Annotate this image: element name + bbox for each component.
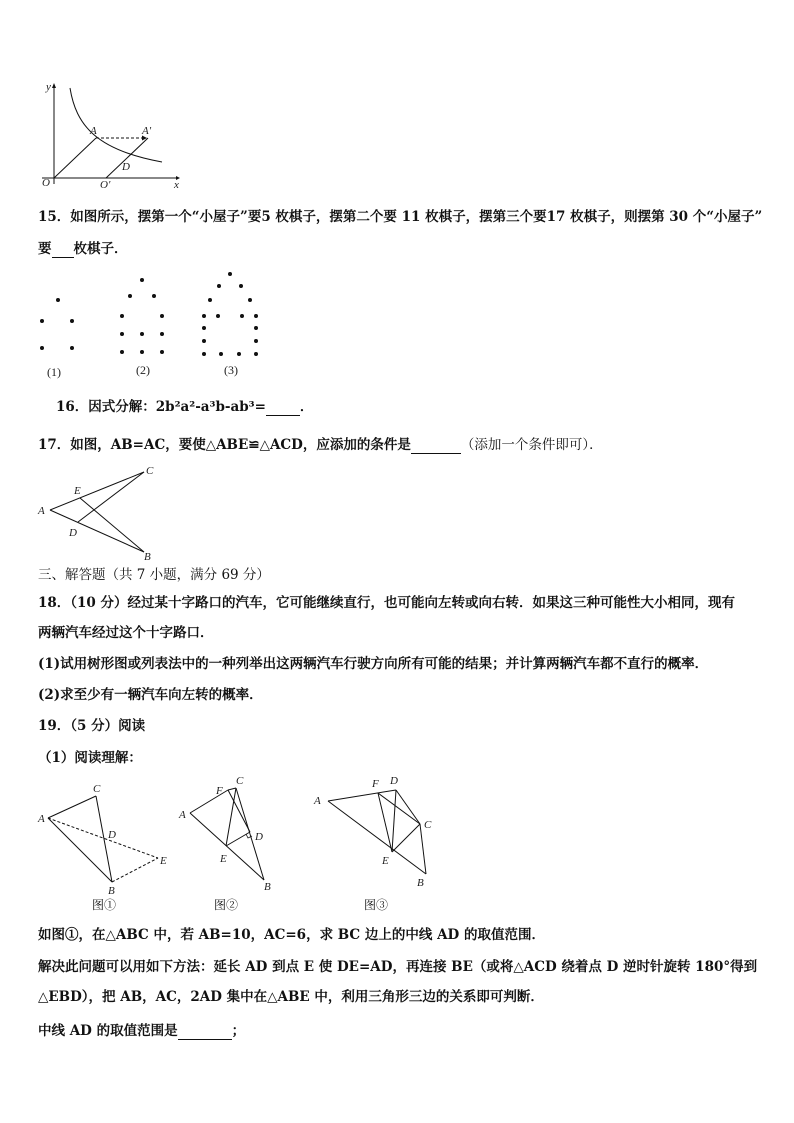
label-b: B <box>144 551 151 563</box>
segment-ab <box>50 510 144 552</box>
segment-cb <box>420 824 426 874</box>
label-a-prime: A' <box>142 125 152 137</box>
caption-2: (2) <box>136 363 150 377</box>
q17-answer-blank <box>411 439 461 454</box>
label-a: A <box>90 125 97 137</box>
label-f: F <box>372 778 379 790</box>
segment-fc <box>228 788 236 790</box>
q19-para-1: 如图①，在△ABC 中，若 AB=10，AC=6，求 BC 边上的中线 AD 的取值范围． <box>38 927 545 943</box>
y-axis-arrow <box>52 83 56 88</box>
section-title: 三、解答题（共 7 小题，满分 69 分） <box>38 567 270 583</box>
q19-para-3-end: ； <box>231 1023 246 1039</box>
house-1-dots <box>40 298 74 350</box>
label-y: y <box>46 81 51 93</box>
fig-caption-1: 图① <box>92 898 117 912</box>
label-o: O <box>42 177 50 189</box>
segment-ec <box>392 824 420 852</box>
q19-figure-1 <box>36 778 176 898</box>
q15-line-1: 15．如图所示，摆第一个“小屋子”要5 枚棋子，摆第二个要 11 枚棋子，摆第三个要17 枚棋子，则摆第 30 个“小屋子” <box>38 209 763 225</box>
q19-sub-1: （1）阅读理解： <box>38 750 142 766</box>
q16-line <box>56 398 313 416</box>
q18-part-2: (2)求至少有一辆汽车向左转的概率． <box>38 687 263 703</box>
hyperbola-figure <box>34 80 184 190</box>
label-a: A <box>179 809 186 821</box>
label-a: A <box>314 795 321 807</box>
line-oa <box>54 138 96 178</box>
q17-text-end: （添加一个条件即可）． <box>460 437 603 453</box>
label-a: A <box>38 505 45 517</box>
label-o-prime: O' <box>100 179 111 191</box>
label-d: D <box>390 775 398 787</box>
segment-cd <box>78 472 144 522</box>
segment-be <box>80 498 144 552</box>
q19-fig2-svg <box>176 770 286 895</box>
label-d: D <box>108 829 116 841</box>
q16-answer-blank <box>266 401 300 416</box>
q19-para-2b: △EBD），把 AB，AC，2AD 集中在△ABE 中，利用三角形三边的关系即可判断． <box>38 989 544 1005</box>
q19-answer-blank <box>178 1025 232 1040</box>
q17-svg <box>36 462 166 562</box>
fig-caption-2: 图② <box>214 898 239 912</box>
hyperbola-svg <box>34 80 184 190</box>
q18-line-2: 两辆汽车经过这个十字路口． <box>38 625 214 641</box>
q19-para-3-text: 中线 AD 的取值范围是 <box>38 1023 178 1039</box>
q17-line <box>38 436 603 454</box>
q19-fig3-svg <box>310 770 450 895</box>
label-x: x <box>174 179 179 191</box>
house-3-dots <box>202 272 258 356</box>
dot-houses-figure <box>30 266 270 386</box>
q15-answer-blank <box>52 243 74 258</box>
segment-ac <box>48 796 96 818</box>
dot-houses-svg <box>30 266 270 386</box>
label-f: F <box>216 785 223 797</box>
label-e: E <box>160 855 167 867</box>
label-e: E <box>74 485 81 497</box>
q16-text: 16．因式分解：2b²a²-a³b-ab³= <box>56 399 266 415</box>
q19-title: 19．（5 分）阅读 <box>38 718 146 734</box>
label-a: A <box>38 813 45 825</box>
segment-be-dashed <box>112 858 158 882</box>
q19-figure-2 <box>176 770 286 895</box>
label-c: C <box>236 775 244 787</box>
q19-para-2a: 解决此问题可以用如下方法：延长 AD 到点 E 使 DE=AD，再连接 BE（或将△ACD 绕着点 D 逆时针旋转 180°得到 <box>38 959 758 975</box>
q19-figure-3 <box>310 770 450 895</box>
q19-para-3 <box>38 1022 245 1040</box>
label-d: D <box>69 527 77 539</box>
label-b: B <box>417 877 424 889</box>
q18-line-1: 18．（10 分）经过某十字路口的汽车，它可能继续直行，也可能向左转或向右转．如果这三种可能性大小相同，现有 <box>38 595 736 611</box>
label-c: C <box>424 819 432 831</box>
label-d: D <box>122 161 130 173</box>
house-2-dots <box>120 278 164 354</box>
q17-text: 17．如图，AB=AC，要使△ABE≌△ACD，应添加的条件是 <box>38 437 411 453</box>
q15-line-2 <box>38 240 128 258</box>
q18-part-1: (1)试用树形图或列表法中的一种列举出这两辆汽车行驶方向所有可能的结果；并计算两辆汽车都不直行的概率． <box>38 656 709 672</box>
label-c: C <box>146 465 154 477</box>
caption-1: (1) <box>47 365 61 379</box>
segment-ab <box>48 818 112 882</box>
q17-triangle-figure <box>36 462 166 562</box>
segment-ae-dashed <box>48 818 158 858</box>
q15-text-b: 要 <box>38 241 52 257</box>
caption-3: (3) <box>224 363 238 377</box>
segment-ac <box>50 472 144 510</box>
segment-dc <box>396 790 420 824</box>
label-b: B <box>264 881 271 893</box>
label-e: E <box>220 853 227 865</box>
label-d: D <box>255 831 263 843</box>
segment-ab <box>190 813 264 880</box>
q19-fig1-svg <box>36 778 176 898</box>
segment-de <box>392 790 396 852</box>
q15-text-c: 枚棋子． <box>73 241 128 257</box>
label-e: E <box>382 855 389 867</box>
q16-text-end: ． <box>299 399 314 415</box>
label-b: B <box>108 885 115 897</box>
fig-caption-3: 图③ <box>364 898 389 912</box>
label-c: C <box>93 783 101 795</box>
